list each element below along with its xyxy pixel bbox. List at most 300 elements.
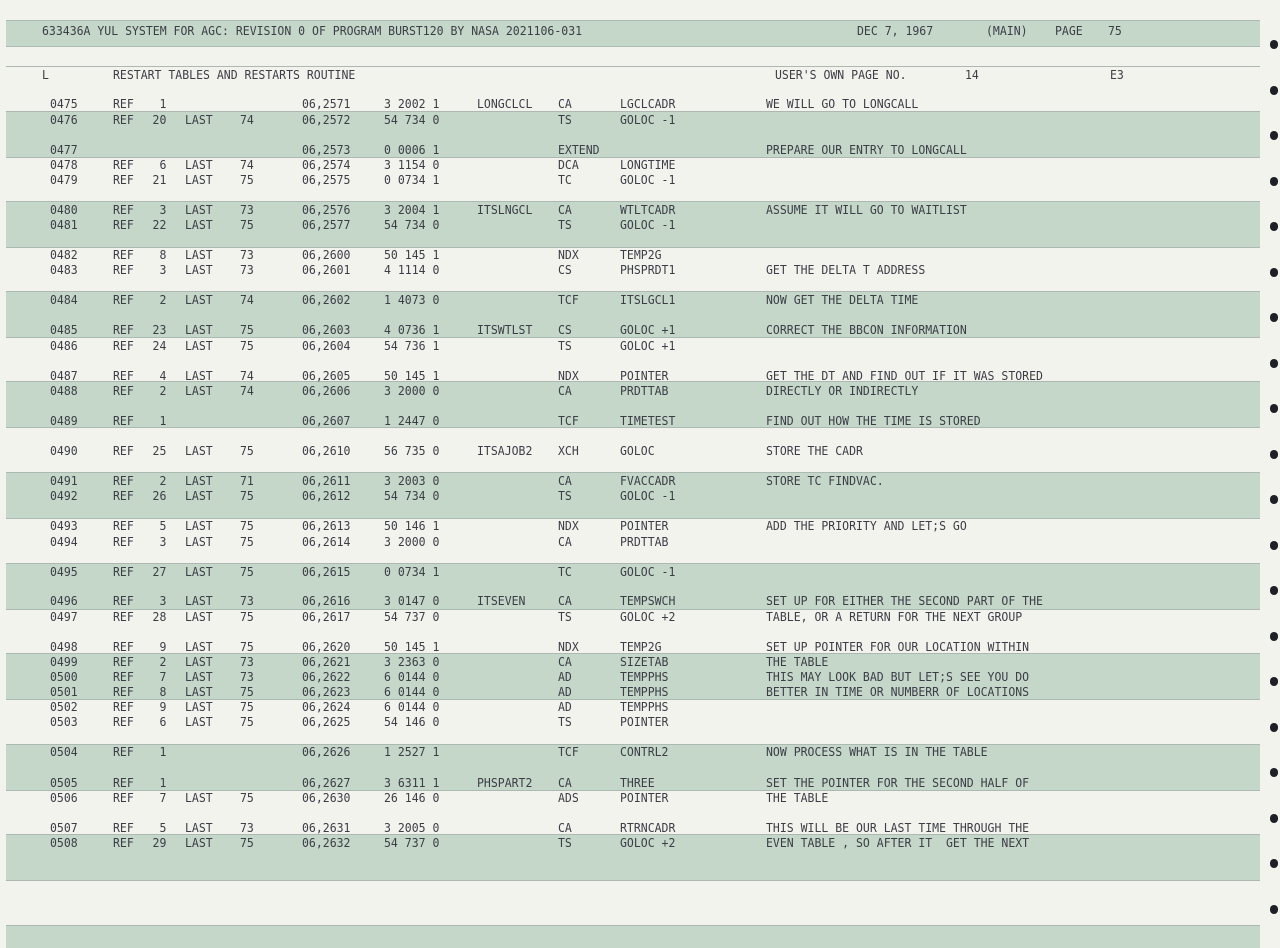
line-number: 0488 xyxy=(50,383,78,398)
octal-word: 54 734 0 xyxy=(384,217,440,232)
line-number: 0479 xyxy=(50,172,78,187)
address: 06,2615 xyxy=(302,564,351,579)
ref-count: 3 xyxy=(159,262,167,277)
ref-count: 3 xyxy=(159,593,167,608)
octal-word: 3 2003 0 xyxy=(384,473,440,488)
opcode: AD xyxy=(558,684,572,699)
operand: GOLOC -1 xyxy=(620,217,676,232)
feed-hole xyxy=(1270,222,1278,231)
last-page: 75 xyxy=(240,639,254,654)
ref-flag: REF xyxy=(113,518,134,533)
ruled-line xyxy=(6,46,1260,47)
sheet-code: E3 xyxy=(1110,67,1124,82)
last-flag: LAST xyxy=(185,322,213,337)
ref-count: 6 xyxy=(159,157,167,172)
ref-flag: REF xyxy=(113,699,134,714)
line-number: 0483 xyxy=(50,262,78,277)
address: 06,2571 xyxy=(302,96,351,111)
comment: SET UP FOR EITHER THE SECOND PART OF THE xyxy=(766,593,1043,608)
line-number: 0502 xyxy=(50,699,78,714)
octal-word: 54 736 1 xyxy=(384,338,440,353)
last-page: 75 xyxy=(240,790,254,805)
last-page: 75 xyxy=(240,488,254,503)
operand: GOLOC -1 xyxy=(620,564,676,579)
comment: THIS WILL BE OUR LAST TIME THROUGH THE xyxy=(766,820,1030,835)
comment: PREPARE OUR ENTRY TO LONGCALL xyxy=(766,142,967,157)
opcode: CA xyxy=(558,473,572,488)
feed-hole xyxy=(1270,723,1278,732)
opcode: CA xyxy=(558,96,572,111)
line-number: 0497 xyxy=(50,609,78,624)
line-number: 0503 xyxy=(50,714,78,729)
ref-flag: REF xyxy=(113,609,134,624)
line-number: 0487 xyxy=(50,368,78,383)
feed-hole xyxy=(1270,541,1278,550)
header-page-number: 75 xyxy=(1108,23,1122,38)
last-page: 73 xyxy=(240,202,254,217)
comment: WE WILL GO TO LONGCALL xyxy=(766,96,919,111)
line-number: 0484 xyxy=(50,292,78,307)
operand: POINTER xyxy=(620,790,669,805)
opcode: XCH xyxy=(558,443,579,458)
operand: LGCLCADR xyxy=(620,96,676,111)
last-page: 75 xyxy=(240,564,254,579)
address: 06,2601 xyxy=(302,262,351,277)
operand: PRDTTAB xyxy=(620,534,669,549)
ref-flag: REF xyxy=(113,669,134,684)
comment: FIND OUT HOW THE TIME IS STORED xyxy=(766,413,981,428)
feed-hole xyxy=(1270,86,1278,95)
ref-flag: REF xyxy=(113,473,134,488)
listing-type: L xyxy=(42,67,49,82)
octal-word: 3 2002 1 xyxy=(384,96,440,111)
octal-word: 50 145 1 xyxy=(384,639,440,654)
operand: CONTRL2 xyxy=(620,744,669,759)
last-flag: LAST xyxy=(185,443,213,458)
ref-flag: REF xyxy=(113,790,134,805)
opcode: AD xyxy=(558,669,572,684)
ref-flag: REF xyxy=(113,639,134,654)
last-page: 75 xyxy=(240,217,254,232)
opcode: CA xyxy=(558,820,572,835)
address: 06,2616 xyxy=(302,593,351,608)
comment: GET THE DELTA T ADDRESS xyxy=(766,262,926,277)
opcode: EXTEND xyxy=(558,142,600,157)
operand: TEMP2G xyxy=(620,247,662,262)
symbol-label: ITSAJOB2 xyxy=(477,443,533,458)
octal-word: 56 735 0 xyxy=(384,443,440,458)
operand: PHSPRDT1 xyxy=(620,262,676,277)
ref-flag: REF xyxy=(113,775,134,790)
address: 06,2600 xyxy=(302,247,351,262)
line-number: 0500 xyxy=(50,669,78,684)
comment: STORE THE CADR xyxy=(766,443,863,458)
opcode: AD xyxy=(558,699,572,714)
operand: TEMP2G xyxy=(620,639,662,654)
last-flag: LAST xyxy=(185,790,213,805)
comment: SET UP POINTER FOR OUR LOCATION WITHIN xyxy=(766,639,1030,654)
operand: GOLOC +1 xyxy=(620,322,676,337)
comment: EVEN TABLE , SO AFTER IT GET THE NEXT xyxy=(766,835,1030,850)
ref-count: 2 xyxy=(159,654,167,669)
octal-word: 54 737 0 xyxy=(384,609,440,624)
address: 06,2632 xyxy=(302,835,351,850)
octal-word: 50 146 1 xyxy=(384,518,440,533)
ref-flag: REF xyxy=(113,112,134,127)
last-page: 75 xyxy=(240,322,254,337)
address: 06,2577 xyxy=(302,217,351,232)
ref-count: 6 xyxy=(159,714,167,729)
ref-flag: REF xyxy=(113,534,134,549)
last-page: 74 xyxy=(240,112,254,127)
octal-word: 3 2005 0 xyxy=(384,820,440,835)
feed-hole xyxy=(1270,359,1278,368)
address: 06,2630 xyxy=(302,790,351,805)
ref-count: 3 xyxy=(159,534,167,549)
comment: THIS MAY LOOK BAD BUT LET;S SEE YOU DO xyxy=(766,669,1030,684)
ref-count: 25 xyxy=(152,443,167,458)
last-flag: LAST xyxy=(185,172,213,187)
ref-flag: REF xyxy=(113,202,134,217)
user-page-number: 14 xyxy=(965,67,979,82)
address: 06,2626 xyxy=(302,744,351,759)
operand: GOLOC -1 xyxy=(620,172,676,187)
opcode: TC xyxy=(558,172,572,187)
ref-count: 8 xyxy=(159,247,167,262)
line-number: 0496 xyxy=(50,593,78,608)
address: 06,2614 xyxy=(302,534,351,549)
octal-word: 6 0144 0 xyxy=(384,684,440,699)
ref-flag: REF xyxy=(113,684,134,699)
address: 06,2606 xyxy=(302,383,351,398)
feed-hole xyxy=(1270,768,1278,777)
address: 06,2617 xyxy=(302,609,351,624)
operand: WTLTCADR xyxy=(620,202,676,217)
operand: PRDTTAB xyxy=(620,383,669,398)
opcode: NDX xyxy=(558,368,579,383)
opcode: CA xyxy=(558,202,572,217)
octal-word: 3 2004 1 xyxy=(384,202,440,217)
operand: TEMPPHS xyxy=(620,699,669,714)
octal-word: 0 0006 1 xyxy=(384,142,440,157)
comment: SET THE POINTER FOR THE SECOND HALF OF xyxy=(766,775,1030,790)
last-page: 75 xyxy=(240,172,254,187)
operand: GOLOC +2 xyxy=(620,609,676,624)
opcode: TS xyxy=(558,338,572,353)
ruled-line xyxy=(6,20,1260,21)
last-page: 74 xyxy=(240,157,254,172)
ref-count: 1 xyxy=(159,413,167,428)
symbol-label: ITSEVEN xyxy=(477,593,526,608)
ref-flag: REF xyxy=(113,744,134,759)
ref-flag: REF xyxy=(113,262,134,277)
feed-hole xyxy=(1270,404,1278,413)
address: 06,2627 xyxy=(302,775,351,790)
ref-count: 2 xyxy=(159,383,167,398)
opcode: TS xyxy=(558,835,572,850)
ref-count: 3 xyxy=(159,202,167,217)
opcode: DCA xyxy=(558,157,579,172)
last-flag: LAST xyxy=(185,262,213,277)
last-page: 73 xyxy=(240,669,254,684)
operand: RTRNCADR xyxy=(620,820,676,835)
comment: ASSUME IT WILL GO TO WAITLIST xyxy=(766,202,967,217)
ref-flag: REF xyxy=(113,368,134,383)
ruled-line xyxy=(6,880,1260,881)
last-page: 74 xyxy=(240,292,254,307)
ref-flag: REF xyxy=(113,217,134,232)
octal-word: 1 2447 0 xyxy=(384,413,440,428)
ref-flag: REF xyxy=(113,443,134,458)
last-flag: LAST xyxy=(185,338,213,353)
opcode: TS xyxy=(558,488,572,503)
operand: ITSLGCL1 xyxy=(620,292,676,307)
ref-flag: REF xyxy=(113,488,134,503)
ref-count: 2 xyxy=(159,292,167,307)
last-page: 71 xyxy=(240,473,254,488)
ref-flag: REF xyxy=(113,820,134,835)
last-flag: LAST xyxy=(185,368,213,383)
last-page: 75 xyxy=(240,684,254,699)
address: 06,2572 xyxy=(302,112,351,127)
last-flag: LAST xyxy=(185,654,213,669)
ref-flag: REF xyxy=(113,383,134,398)
last-flag: LAST xyxy=(185,835,213,850)
line-number: 0508 xyxy=(50,835,78,850)
address: 06,2620 xyxy=(302,639,351,654)
octal-word: 4 1114 0 xyxy=(384,262,440,277)
feed-hole xyxy=(1270,677,1278,686)
address: 06,2610 xyxy=(302,443,351,458)
octal-word: 6 0144 0 xyxy=(384,699,440,714)
opcode: NDX xyxy=(558,518,579,533)
ref-flag: REF xyxy=(113,172,134,187)
ref-flag: REF xyxy=(113,157,134,172)
octal-word: 50 145 1 xyxy=(384,368,440,383)
comment: ADD THE PRIORITY AND LET;S GO xyxy=(766,518,967,533)
greenbar-band xyxy=(6,925,1260,948)
line-number: 0485 xyxy=(50,322,78,337)
comment: THE TABLE xyxy=(766,790,829,805)
octal-word: 1 2527 1 xyxy=(384,744,440,759)
routine-title: RESTART TABLES AND RESTARTS ROUTINE xyxy=(113,67,356,82)
octal-word: 54 734 0 xyxy=(384,488,440,503)
octal-word: 0 0734 1 xyxy=(384,564,440,579)
line-number: 0481 xyxy=(50,217,78,232)
last-flag: LAST xyxy=(185,593,213,608)
line-number: 0501 xyxy=(50,684,78,699)
ref-count: 27 xyxy=(152,564,167,579)
last-page: 73 xyxy=(240,262,254,277)
ref-count: 26 xyxy=(152,488,167,503)
opcode: TS xyxy=(558,609,572,624)
ref-flag: REF xyxy=(113,96,134,111)
symbol-label: PHSPART2 xyxy=(477,775,533,790)
operand: GOLOC +1 xyxy=(620,338,676,353)
last-page: 75 xyxy=(240,714,254,729)
last-flag: LAST xyxy=(185,669,213,684)
ref-count: 5 xyxy=(159,518,167,533)
operand: GOLOC +2 xyxy=(620,835,676,850)
last-flag: LAST xyxy=(185,247,213,262)
feed-hole xyxy=(1270,905,1278,914)
comment: NOW PROCESS WHAT IS IN THE TABLE xyxy=(766,744,988,759)
line-number: 0480 xyxy=(50,202,78,217)
opcode: CA xyxy=(558,654,572,669)
address: 06,2624 xyxy=(302,699,351,714)
line-number: 0495 xyxy=(50,564,78,579)
octal-word: 54 146 0 xyxy=(384,714,440,729)
ref-count: 20 xyxy=(152,112,167,127)
comment: GET THE DT AND FIND OUT IF IT WAS STORED xyxy=(766,368,1043,383)
octal-word: 3 1154 0 xyxy=(384,157,440,172)
feed-hole xyxy=(1270,586,1278,595)
octal-word: 3 6311 1 xyxy=(384,775,440,790)
ref-count: 1 xyxy=(159,775,167,790)
line-number: 0490 xyxy=(50,443,78,458)
line-number: 0506 xyxy=(50,790,78,805)
ref-count: 29 xyxy=(152,835,167,850)
opcode: CA xyxy=(558,383,572,398)
opcode: TCF xyxy=(558,292,579,307)
symbol-label: ITSLNGCL xyxy=(477,202,533,217)
last-page: 75 xyxy=(240,338,254,353)
last-page: 75 xyxy=(240,609,254,624)
address: 06,2631 xyxy=(302,820,351,835)
last-flag: LAST xyxy=(185,684,213,699)
last-flag: LAST xyxy=(185,217,213,232)
address: 06,2607 xyxy=(302,413,351,428)
opcode: NDX xyxy=(558,247,579,262)
last-flag: LAST xyxy=(185,639,213,654)
octal-word: 0 0734 1 xyxy=(384,172,440,187)
last-flag: LAST xyxy=(185,473,213,488)
last-page: 73 xyxy=(240,593,254,608)
opcode: CA xyxy=(558,534,572,549)
line-number: 0482 xyxy=(50,247,78,262)
last-flag: LAST xyxy=(185,202,213,217)
ref-count: 9 xyxy=(159,639,167,654)
comment: STORE TC FINDVAC. xyxy=(766,473,884,488)
comment: DIRECTLY OR INDIRECTLY xyxy=(766,383,919,398)
opcode: CA xyxy=(558,593,572,608)
last-page: 74 xyxy=(240,383,254,398)
line-number: 0505 xyxy=(50,775,78,790)
operand: POINTER xyxy=(620,714,669,729)
comment: THE TABLE xyxy=(766,654,829,669)
symbol-label: ITSWTLST xyxy=(477,322,533,337)
address: 06,2612 xyxy=(302,488,351,503)
opcode: NDX xyxy=(558,639,579,654)
last-flag: LAST xyxy=(185,292,213,307)
ref-flag: REF xyxy=(113,413,134,428)
operand: TEMPPHS xyxy=(620,684,669,699)
opcode: TS xyxy=(558,217,572,232)
operand: GOLOC xyxy=(620,443,655,458)
feed-hole xyxy=(1270,40,1278,49)
line-number: 0493 xyxy=(50,518,78,533)
octal-word: 3 2000 0 xyxy=(384,534,440,549)
last-page: 73 xyxy=(240,820,254,835)
opcode: TS xyxy=(558,714,572,729)
feed-hole xyxy=(1270,131,1278,140)
address: 06,2605 xyxy=(302,368,351,383)
operand: POINTER xyxy=(620,518,669,533)
comment: NOW GET THE DELTA TIME xyxy=(766,292,919,307)
ref-count: 9 xyxy=(159,699,167,714)
operand: GOLOC -1 xyxy=(620,488,676,503)
octal-word: 3 2363 0 xyxy=(384,654,440,669)
ref-flag: REF xyxy=(113,654,134,669)
last-page: 73 xyxy=(240,654,254,669)
comment: CORRECT THE BBCON INFORMATION xyxy=(766,322,967,337)
ref-count: 8 xyxy=(159,684,167,699)
ref-flag: REF xyxy=(113,292,134,307)
line-number: 0498 xyxy=(50,639,78,654)
last-flag: LAST xyxy=(185,699,213,714)
octal-word: 54 737 0 xyxy=(384,835,440,850)
last-flag: LAST xyxy=(185,534,213,549)
line-number: 0492 xyxy=(50,488,78,503)
last-page: 73 xyxy=(240,247,254,262)
line-number: 0507 xyxy=(50,820,78,835)
operand: LONGTIME xyxy=(620,157,676,172)
line-number: 0499 xyxy=(50,654,78,669)
line-number: 0475 xyxy=(50,96,78,111)
line-number: 0489 xyxy=(50,413,78,428)
opcode: ADS xyxy=(558,790,579,805)
last-flag: LAST xyxy=(185,714,213,729)
symbol-label: LONGCLCL xyxy=(477,96,533,111)
last-flag: LAST xyxy=(185,820,213,835)
octal-word: 1 4073 0 xyxy=(384,292,440,307)
octal-word: 3 2000 0 xyxy=(384,383,440,398)
last-flag: LAST xyxy=(185,112,213,127)
address: 06,2576 xyxy=(302,202,351,217)
ref-flag: REF xyxy=(113,835,134,850)
last-page: 75 xyxy=(240,534,254,549)
header-page-label: PAGE xyxy=(1055,23,1083,38)
operand: THREE xyxy=(620,775,655,790)
opcode: TCF xyxy=(558,413,579,428)
last-page: 75 xyxy=(240,518,254,533)
address: 06,2574 xyxy=(302,157,351,172)
opcode: CS xyxy=(558,262,572,277)
address: 06,2603 xyxy=(302,322,351,337)
operand: TIMETEST xyxy=(620,413,676,428)
last-flag: LAST xyxy=(185,383,213,398)
opcode: TCF xyxy=(558,744,579,759)
ref-count: 5 xyxy=(159,820,167,835)
comment: TABLE, OR A RETURN FOR THE NEXT GROUP xyxy=(766,609,1023,624)
ref-count: 2 xyxy=(159,473,167,488)
feed-hole xyxy=(1270,814,1278,823)
last-flag: LAST xyxy=(185,609,213,624)
operand: TEMPSWCH xyxy=(620,593,676,608)
ref-count: 28 xyxy=(152,609,167,624)
address: 06,2625 xyxy=(302,714,351,729)
operand: TEMPPHS xyxy=(620,669,669,684)
address: 06,2623 xyxy=(302,684,351,699)
line-number: 0486 xyxy=(50,338,78,353)
opcode: TS xyxy=(558,112,572,127)
user-page-label: USER'S OWN PAGE NO. xyxy=(775,67,907,82)
ref-count: 7 xyxy=(159,790,167,805)
header-section: (MAIN) xyxy=(986,23,1028,38)
feed-hole xyxy=(1270,313,1278,322)
feed-hole xyxy=(1270,177,1278,186)
address: 06,2613 xyxy=(302,518,351,533)
